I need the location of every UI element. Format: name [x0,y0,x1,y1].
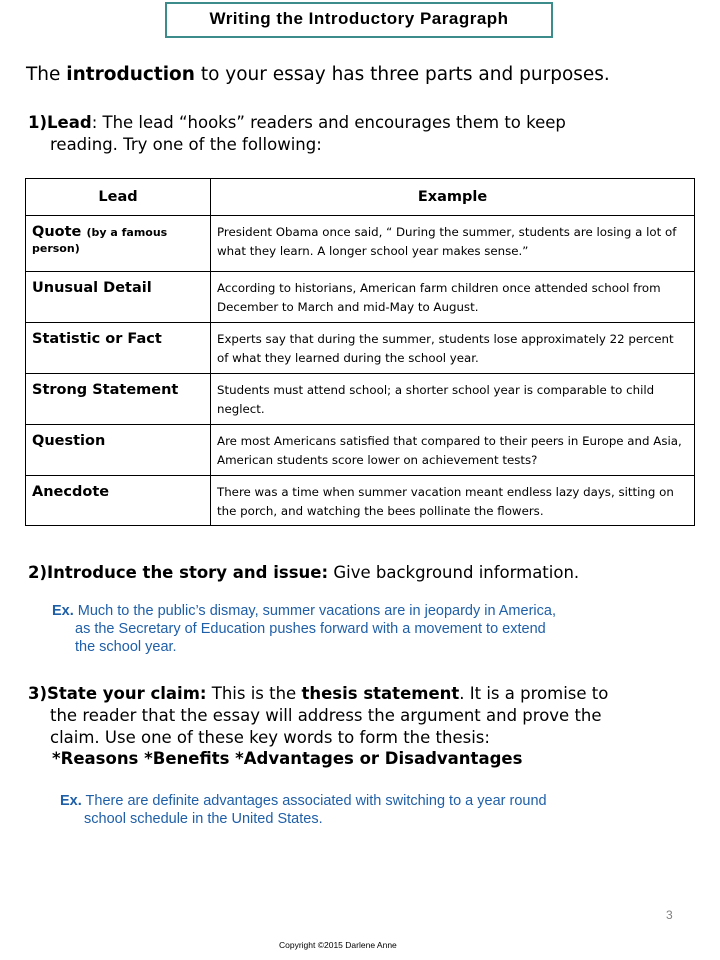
lead-example: Students must attend school; a shorter school year is comparable to child neglect. [211,374,695,425]
table-row [26,425,695,476]
section-term: State your claim: [47,684,207,703]
lead-type: Anecdote [26,476,211,526]
lead-example: According to historians, American farm children once attended school from December to March and mid-May to August. [211,272,695,323]
lead-type: Statistic or Fact [26,323,211,374]
example-background: Ex. Much to the public’s dismay, summer vacations are in jeopardy in America, as the Secretary of Education pushes forward with a movement to extend the school year. [52,603,556,655]
section-introduce-issue: 2)Introduce the story and issue: Give background information. [28,563,580,582]
section-number: 2) [28,563,48,582]
lead-type: Question [26,425,211,476]
section-number: 3) [28,684,48,703]
section-state-claim: 3)State your claim: This is the thesis statement. It is a promise to the reader that the essay will address the argument and prove the claim. Use one of these key words to form the thesis: [28,684,609,747]
table-row [26,272,695,323]
table-header-lead: Lead [26,179,211,216]
section-term: Introduce the story and issue: [47,563,329,582]
lead-example: President Obama once said, “ During the summer, students are losing a lot of what they learn. A longer school year makes sense.” [211,216,695,272]
intro-sentence: The introduction to your essay has three parts and purposes. [26,64,610,85]
section-lead: 1)Lead: The lead “hooks” readers and encourages them to keep reading. Try one of the following: [28,113,566,154]
lead-type: Unusual Detail [26,272,211,323]
lead-type: Strong Statement [26,374,211,425]
section-term: Lead [47,113,92,132]
lead-examples-table [25,178,695,526]
lead-subnote: (by a famous person) [32,226,168,255]
example-label: Ex. [52,603,74,619]
intro-bold-word: introduction [66,64,195,85]
table-row [26,323,695,374]
section-number: 1) [28,113,48,132]
lead-example: There was a time when summer vacation meant endless lazy days, sitting on the porch, and watching the bees pollinate the flowers. [211,476,695,526]
example-thesis: Ex. There are definite advantages associated with switching to a year round school schedule in the United States. [60,793,547,827]
copyright-notice: Copyright ©2015 Darlene Anne [279,940,397,950]
table-row [26,216,695,272]
table-row [26,476,695,526]
lead-type: Quote [32,224,82,240]
lead-example: Are most Americans satisfied that compared to their peers in Europe and Asia, American students score lower on achievement tests? [211,425,695,476]
thesis-bold: thesis statement [301,684,460,703]
example-label: Ex. [60,793,82,809]
page-number: 3 [666,908,673,922]
thesis-keywords: *Reasons *Benefits *Advantages or Disadvantages [52,749,523,768]
page-title: Writing the Introductory Paragraph [165,2,553,38]
lead-example: Experts say that during the summer, students lose approximately 22 percent of what they learned during the school year. [211,323,695,374]
table-row [26,374,695,425]
table-header-example: Example [211,179,695,216]
